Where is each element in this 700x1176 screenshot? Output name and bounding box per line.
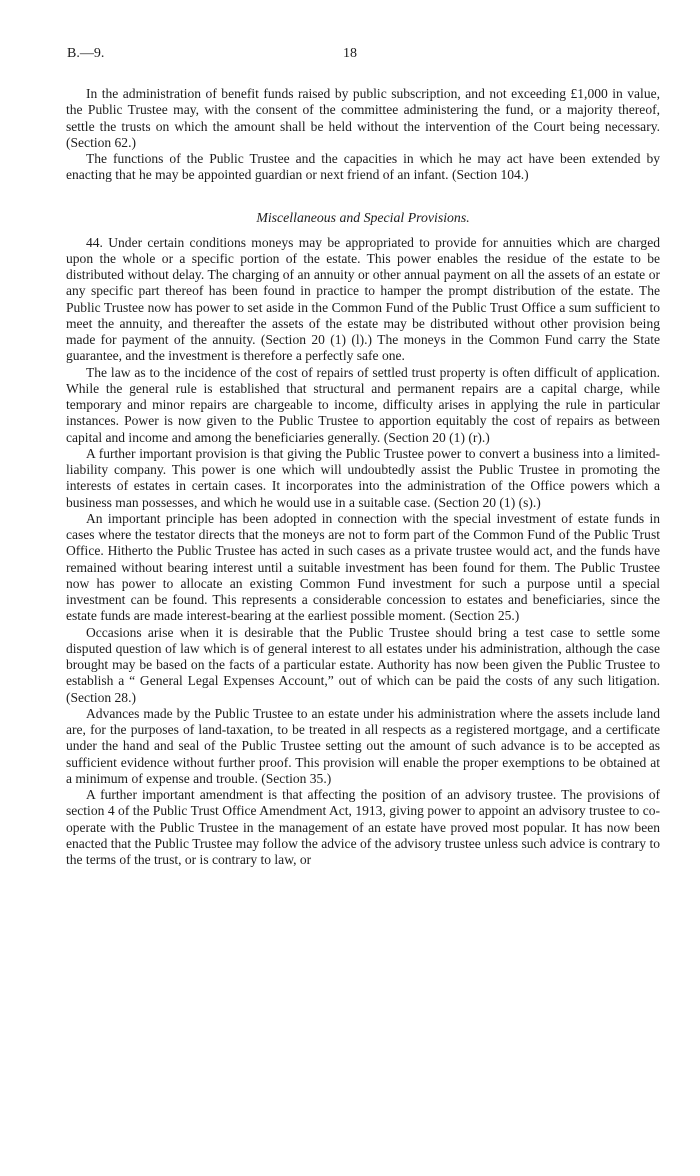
document-reference: B.—9. xyxy=(67,46,105,61)
paragraph-annuities: 44. Under certain conditions moneys may be appropriated to provide for annuities which are charged upon the whole or a specific portion of the estate. This power enables the residue of the estate to be distributed without delay. The charging of an annuity or other annual payment on all the assets of an estate or any specific part thereof has been found in practice to hamper the prompt distribution of the estate. The Public Trustee now has power to set aside in the Common Fund of the Public Trust Office a sum sufficient to meet the annuity, and thereafter the assets of the estate may be distributed without other provision being made for payment of the annuity. (Section 20 (1) (l).) The moneys in the Common Fund carry the State guarantee, and the investment is therefore a perfectly safe one. xyxy=(66,234,660,364)
page-number: 18 xyxy=(343,46,357,61)
paragraph-advisory-trustee: A further important amendment is that affecting the position of an advisory trustee. The provisions of section 4 of the Public Trust Office Amendment Act, 1913, giving power to appoint an advisory trustee to co-operate with the Public Trustee in the management of an estate have proved most popular. It has now been enacted that the Public Trustee may follow the advice of the advisory trustee unless such advice is contrary to the terms of the trust, or is contrary to law, or xyxy=(66,787,660,867)
paragraph-benefit-funds: In the administration of benefit funds raised by public subscription, and not exceeding £1,000 in value, the Public Trustee may, with the consent of the committee administering the fund, or a majority thereof, settle the trusts on which the amount shall be held without the intervention of the Court being necessary. (Section 62.) xyxy=(66,86,660,150)
paragraph-repairs: The law as to the incidence of the cost of repairs of settled trust property is often difficult of application. While the general rule is established that structural and permanent repairs are a capital charge, while temporary and minor repairs are chargeable to income, difficulty arises in applying the rule in particular instances. Power is now given to the Public Trustee to apportion equitably the cost of repairs as between capital and income and among the beneficiaries generally. (Section 20 (1) (r).) xyxy=(66,364,660,445)
section-heading: Miscellaneous and Special Provisions. xyxy=(256,209,470,225)
paragraph-limited-liability: A further important provision is that giving the Public Trustee power to convert a business into a limited-liability company. This power is one which will undoubtedly assist the Public Trustee in promoting the interests of estates in certain cases. It incorporates into the administration of the Office powers which a business man possesses, and which he would use in a suitable case. (Section 20 (1) (s).) xyxy=(66,445,660,510)
paragraph-guardian-infant: The functions of the Public Trustee and the capacities in which he may act have been extended by enacting that he may be appointed guardian or next friend of an infant. (Section 104.) xyxy=(66,151,660,183)
paragraph-test-case: Occasions arise when it is desirable that the Public Trustee should bring a test case to settle some disputed question of law which is of general interest to all estates under his administration, although the case brought may be based on the facts of a particular estate. Authority has now been given the Public Trustee to establish a “ General Legal Expenses Account,” out of which can be paid the costs of any such litigation. (Section 28.) xyxy=(66,624,660,705)
paragraph-special-investment: An important principle has been adopted in connection with the special investment of estate funds in cases where the testator directs that the moneys are not to form part of the Common Fund of the Public Trust Office. Hitherto the Public Trustee has acted in such cases as a private trustee would act, and the funds have remained without bearing interest until a suitable investment has been found for them. The Public Trustee now has power to allocate an existing Common Fund investment for such a purpose until a special investment can be found. This represents a considerable concession to estates and beneficiaries, since the estate funds are made interest-bearing at the earliest possible moment. (Section 25.) xyxy=(66,510,660,624)
page-header xyxy=(66,46,660,64)
paragraph-advances: Advances made by the Public Trustee to an estate under his administration where the assets include land are, for the purposes of land-taxation, to be treated in all respects as a registered mortgage, and a certificate under the hand and seal of the Public Trustee setting out the amount of such advance is to be accepted as sufficient evidence without further proof. This provision will enable the proper exemptions to be obtained at a minimum of expense and trouble. (Section 35.) xyxy=(66,705,660,786)
